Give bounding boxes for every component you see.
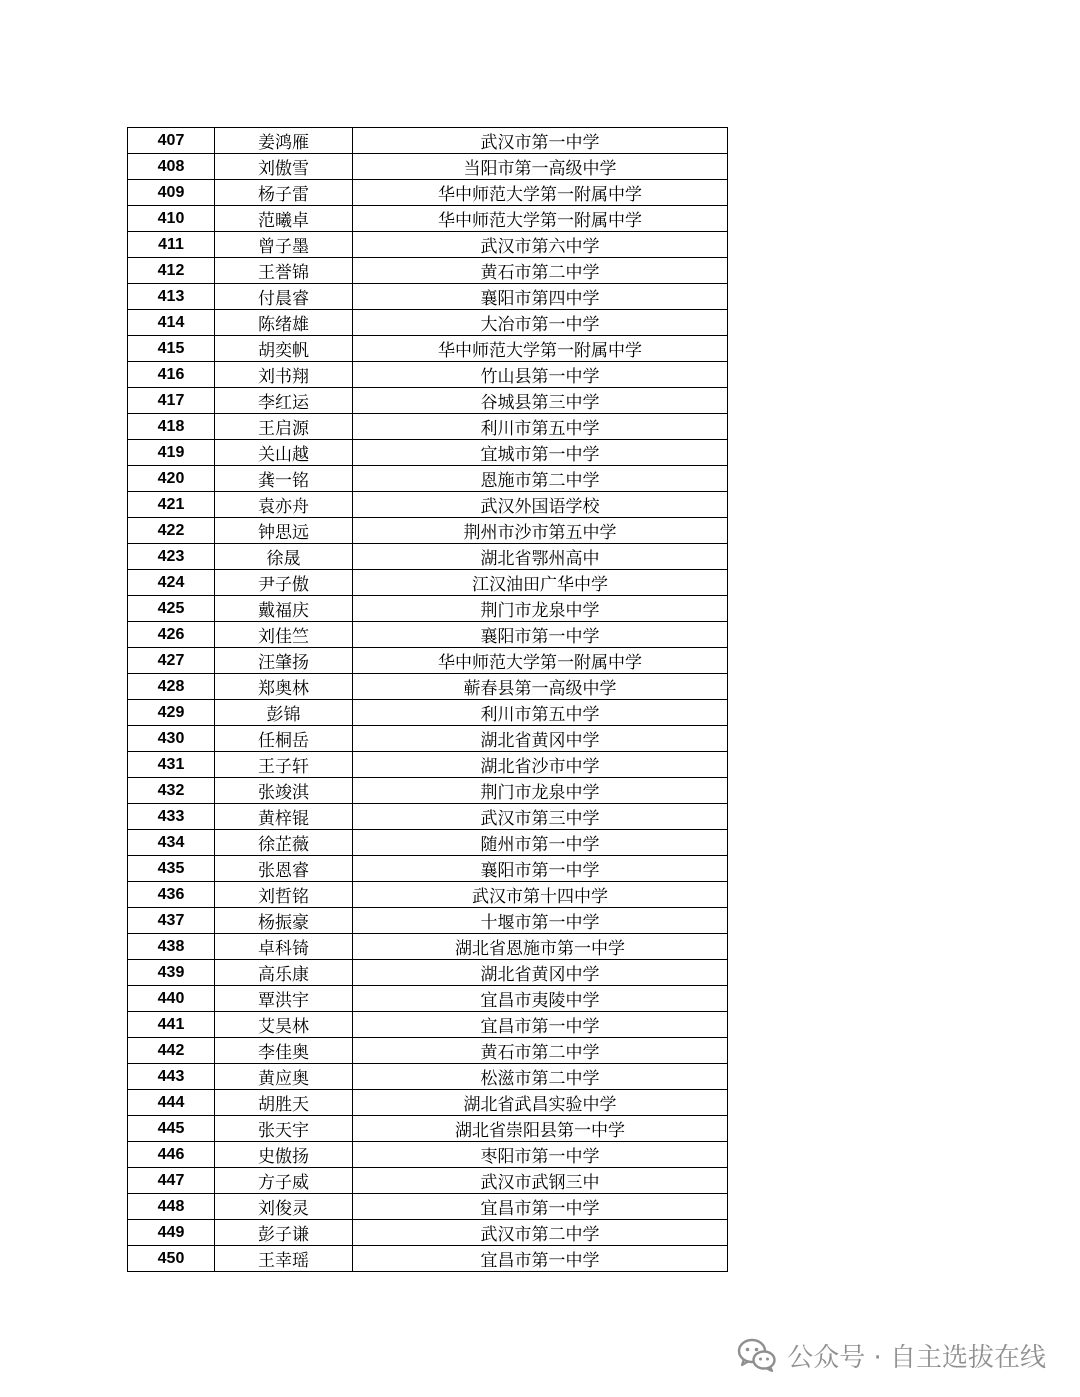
student-name: 刘哲铭 (215, 882, 353, 908)
row-number: 426 (128, 622, 215, 648)
table-row (128, 1038, 728, 1064)
school-name: 湖北省鄂州高中 (353, 544, 728, 570)
school-name: 宜昌市夷陵中学 (353, 986, 728, 1012)
row-number: 433 (128, 804, 215, 830)
school-name: 荆州市沙市第五中学 (353, 518, 728, 544)
school-name: 宜昌市第一中学 (353, 1246, 728, 1272)
school-name: 大冶市第一中学 (353, 310, 728, 336)
row-number: 408 (128, 154, 215, 180)
row-number: 431 (128, 752, 215, 778)
row-number: 438 (128, 934, 215, 960)
table-row (128, 466, 728, 492)
student-name: 王幸瑶 (215, 1246, 353, 1272)
table-row (128, 310, 728, 336)
table-row (128, 336, 728, 362)
table-row (128, 492, 728, 518)
row-number: 443 (128, 1064, 215, 1090)
school-name: 荆门市龙泉中学 (353, 778, 728, 804)
row-number: 420 (128, 466, 215, 492)
table-row (128, 284, 728, 310)
table-row (128, 700, 728, 726)
table-row (128, 518, 728, 544)
school-name: 十堰市第一中学 (353, 908, 728, 934)
row-number: 410 (128, 206, 215, 232)
row-number: 429 (128, 700, 215, 726)
table-row (128, 362, 728, 388)
table-row (128, 1064, 728, 1090)
school-name: 武汉市第十四中学 (353, 882, 728, 908)
school-name: 黄石市第二中学 (353, 258, 728, 284)
row-number: 434 (128, 830, 215, 856)
student-name: 黄应奥 (215, 1064, 353, 1090)
table-row (128, 440, 728, 466)
school-name: 武汉市第六中学 (353, 232, 728, 258)
row-number: 416 (128, 362, 215, 388)
school-name: 恩施市第二中学 (353, 466, 728, 492)
school-name: 襄阳市第一中学 (353, 856, 728, 882)
student-name: 徐芷薇 (215, 830, 353, 856)
student-name: 任桐岳 (215, 726, 353, 752)
student-name: 尹子傲 (215, 570, 353, 596)
student-name: 高乐康 (215, 960, 353, 986)
row-number: 421 (128, 492, 215, 518)
student-name: 王启源 (215, 414, 353, 440)
row-number: 435 (128, 856, 215, 882)
student-name: 刘俊灵 (215, 1194, 353, 1220)
student-name: 范曦卓 (215, 206, 353, 232)
student-name: 付晨睿 (215, 284, 353, 310)
row-number: 412 (128, 258, 215, 284)
row-number: 439 (128, 960, 215, 986)
table-row (128, 726, 728, 752)
school-name: 湖北省崇阳县第一中学 (353, 1116, 728, 1142)
school-name: 枣阳市第一中学 (353, 1142, 728, 1168)
table-row (128, 1090, 728, 1116)
row-number: 427 (128, 648, 215, 674)
student-name: 刘佳竺 (215, 622, 353, 648)
table-row (128, 1246, 728, 1272)
school-name: 华中师范大学第一附属中学 (353, 206, 728, 232)
student-name: 龚一铭 (215, 466, 353, 492)
student-name: 袁亦舟 (215, 492, 353, 518)
table-row (128, 206, 728, 232)
row-number: 449 (128, 1220, 215, 1246)
student-name: 史傲扬 (215, 1142, 353, 1168)
school-name: 华中师范大学第一附属中学 (353, 648, 728, 674)
school-name: 随州市第一中学 (353, 830, 728, 856)
table-row (128, 544, 728, 570)
student-name: 钟思远 (215, 518, 353, 544)
row-number: 447 (128, 1168, 215, 1194)
school-name: 宜昌市第一中学 (353, 1012, 728, 1038)
row-number: 436 (128, 882, 215, 908)
table-row (128, 414, 728, 440)
school-name: 蕲春县第一高级中学 (353, 674, 728, 700)
school-name: 宜城市第一中学 (353, 440, 728, 466)
row-number: 415 (128, 336, 215, 362)
table-row (128, 908, 728, 934)
table-row (128, 1168, 728, 1194)
table-row (128, 232, 728, 258)
table-row (128, 752, 728, 778)
table-row (128, 622, 728, 648)
student-name: 杨子雷 (215, 180, 353, 206)
school-name: 荆门市龙泉中学 (353, 596, 728, 622)
table-row (128, 830, 728, 856)
row-number: 441 (128, 1012, 215, 1038)
row-number: 430 (128, 726, 215, 752)
row-number: 444 (128, 1090, 215, 1116)
school-name: 松滋市第二中学 (353, 1064, 728, 1090)
student-name: 李佳奥 (215, 1038, 353, 1064)
school-name: 湖北省武昌实验中学 (353, 1090, 728, 1116)
row-number: 442 (128, 1038, 215, 1064)
row-number: 448 (128, 1194, 215, 1220)
school-name: 湖北省黄冈中学 (353, 726, 728, 752)
table-row (128, 180, 728, 206)
row-number: 428 (128, 674, 215, 700)
table-row (128, 778, 728, 804)
roster-body (128, 128, 728, 1272)
student-name: 张天宇 (215, 1116, 353, 1142)
row-number: 446 (128, 1142, 215, 1168)
table-row (128, 986, 728, 1012)
table-row (128, 960, 728, 986)
student-name: 杨振豪 (215, 908, 353, 934)
student-name: 戴福庆 (215, 596, 353, 622)
school-name: 湖北省恩施市第一中学 (353, 934, 728, 960)
school-name: 湖北省沙市中学 (353, 752, 728, 778)
student-name: 张恩睿 (215, 856, 353, 882)
student-name: 刘傲雪 (215, 154, 353, 180)
row-number: 432 (128, 778, 215, 804)
school-name: 襄阳市第四中学 (353, 284, 728, 310)
student-name: 刘书翔 (215, 362, 353, 388)
school-name: 竹山县第一中学 (353, 362, 728, 388)
row-number: 450 (128, 1246, 215, 1272)
school-name: 江汉油田广华中学 (353, 570, 728, 596)
student-name: 胡奕帆 (215, 336, 353, 362)
row-number: 437 (128, 908, 215, 934)
school-name: 武汉外国语学校 (353, 492, 728, 518)
school-name: 利川市第五中学 (353, 414, 728, 440)
school-name: 武汉市第一中学 (353, 128, 728, 154)
table-row (128, 570, 728, 596)
student-name: 胡胜天 (215, 1090, 353, 1116)
table-row (128, 856, 728, 882)
student-name: 王子轩 (215, 752, 353, 778)
school-name: 武汉市第三中学 (353, 804, 728, 830)
row-number: 445 (128, 1116, 215, 1142)
table-row (128, 258, 728, 284)
table-row (128, 882, 728, 908)
row-number: 424 (128, 570, 215, 596)
watermark-text: 公众号 · 自主选拔在线 (787, 1342, 1046, 1373)
school-name: 华中师范大学第一附属中学 (353, 336, 728, 362)
school-name: 黄石市第二中学 (353, 1038, 728, 1064)
student-name: 郑奥林 (215, 674, 353, 700)
row-number: 409 (128, 180, 215, 206)
row-number: 422 (128, 518, 215, 544)
row-number: 411 (128, 232, 215, 258)
table-row (128, 804, 728, 830)
roster-table (127, 127, 728, 1272)
student-name: 黄梓锟 (215, 804, 353, 830)
row-number: 423 (128, 544, 215, 570)
student-name: 徐晟 (215, 544, 353, 570)
school-name: 当阳市第一高级中学 (353, 154, 728, 180)
student-name: 方子威 (215, 1168, 353, 1194)
student-name: 卓科锜 (215, 934, 353, 960)
row-number: 418 (128, 414, 215, 440)
table-row (128, 1142, 728, 1168)
table-row (128, 648, 728, 674)
student-name: 艾昊林 (215, 1012, 353, 1038)
table-row (128, 674, 728, 700)
row-number: 413 (128, 284, 215, 310)
school-name: 宜昌市第一中学 (353, 1194, 728, 1220)
row-number: 417 (128, 388, 215, 414)
table-row (128, 596, 728, 622)
school-name: 襄阳市第一中学 (353, 622, 728, 648)
row-number: 407 (128, 128, 215, 154)
student-name: 汪肇扬 (215, 648, 353, 674)
school-name: 谷城县第三中学 (353, 388, 728, 414)
table-row (128, 154, 728, 180)
table-row (128, 934, 728, 960)
student-name: 李红运 (215, 388, 353, 414)
school-name: 华中师范大学第一附属中学 (353, 180, 728, 206)
table-row (128, 1012, 728, 1038)
wechat-icon (737, 1338, 777, 1372)
table-row (128, 1220, 728, 1246)
row-number: 440 (128, 986, 215, 1012)
row-number: 419 (128, 440, 215, 466)
student-name: 王誉锦 (215, 258, 353, 284)
row-number: 425 (128, 596, 215, 622)
student-name: 覃洪宇 (215, 986, 353, 1012)
school-name: 武汉市武钢三中 (353, 1168, 728, 1194)
school-name: 湖北省黄冈中学 (353, 960, 728, 986)
school-name: 武汉市第二中学 (353, 1220, 728, 1246)
student-name: 关山越 (215, 440, 353, 466)
student-name: 彭子谦 (215, 1220, 353, 1246)
student-name: 张竣淇 (215, 778, 353, 804)
watermark (737, 1337, 1046, 1373)
student-name: 姜鸿雁 (215, 128, 353, 154)
student-name: 彭锦 (215, 700, 353, 726)
student-name: 陈绪雄 (215, 310, 353, 336)
row-number: 414 (128, 310, 215, 336)
table-row (128, 388, 728, 414)
table-row (128, 128, 728, 154)
student-name: 曾子墨 (215, 232, 353, 258)
table-row (128, 1194, 728, 1220)
school-name: 利川市第五中学 (353, 700, 728, 726)
table-row (128, 1116, 728, 1142)
